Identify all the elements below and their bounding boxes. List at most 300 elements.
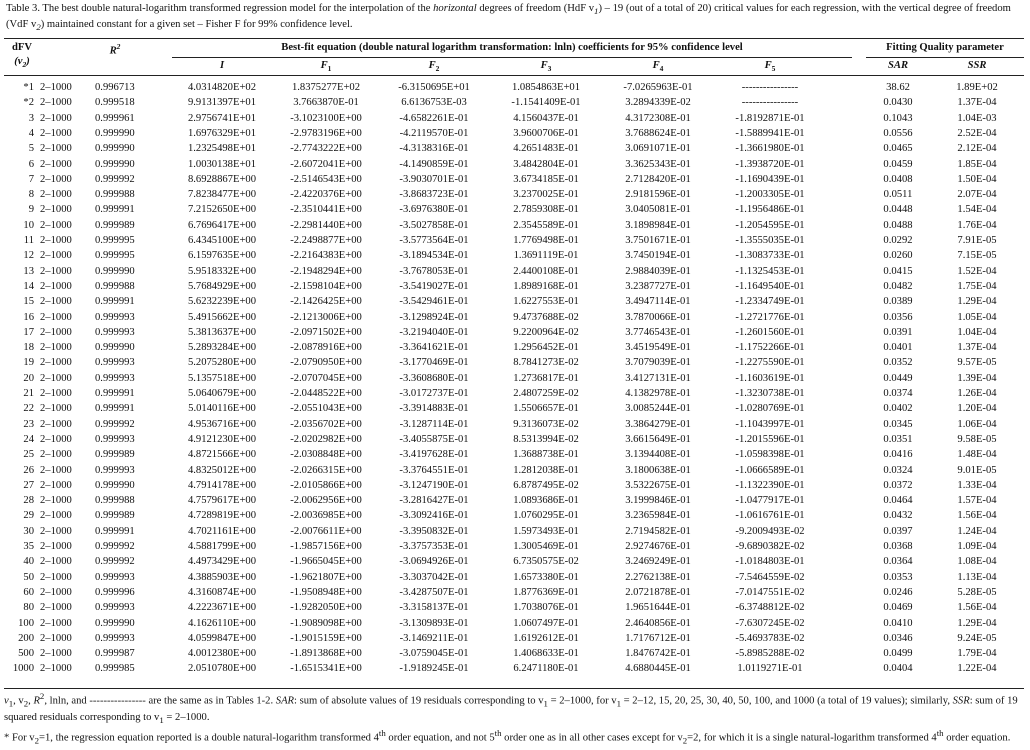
cell-f3: 1.6192612E-01 xyxy=(513,632,579,644)
cell-dfv: 100 xyxy=(18,617,34,629)
cell-range: 2–1000 xyxy=(40,296,72,308)
cell-range: 2–1000 xyxy=(40,464,72,476)
cell-sar: 0.0364 xyxy=(883,556,913,568)
cell-i: 4.9121230E+00 xyxy=(187,433,257,445)
table-row xyxy=(0,111,1030,127)
cell-f3: 2.3545589E-01 xyxy=(513,219,579,231)
cell-sar: 0.0389 xyxy=(883,296,913,308)
cell-dfv: 28 xyxy=(23,495,34,507)
cell-i: 2.0510780E+00 xyxy=(187,663,257,675)
cell-f1: -2.0202982E+00 xyxy=(290,433,362,445)
table-row xyxy=(0,126,1030,142)
cell-i: 5.0140116E+00 xyxy=(188,403,256,415)
cell-i: 5.7684929E+00 xyxy=(187,280,257,292)
cell-ssr: 7.91E-05 xyxy=(957,235,997,246)
table-row xyxy=(0,631,1030,647)
cell-f3: 8.5313994E-02 xyxy=(513,433,579,445)
cell-dfv: 200 xyxy=(18,632,34,644)
cell-f5: ---------------- xyxy=(741,97,799,109)
cell-ssr: 2.52E-04 xyxy=(957,127,997,139)
cell-range: 2–1000 xyxy=(40,112,72,124)
cell-f5: -1.2015596E-01 xyxy=(735,433,805,445)
cell-f1: -1.9508948E+00 xyxy=(290,586,362,598)
cell-f3: 1.8989168E-01 xyxy=(513,280,579,292)
cell-f4: 2.2762138E-01 xyxy=(625,571,691,583)
cell-range: 2–1000 xyxy=(40,189,72,201)
cell-f1: -2.0062956E+00 xyxy=(290,495,362,507)
cell-ssr: 1.20E-04 xyxy=(957,403,997,415)
header-dfv-sub: $(v_2)$ xyxy=(14,56,30,70)
cell-i: 4.5881799E+00 xyxy=(187,541,257,552)
cell-f1: -2.0266315E+00 xyxy=(290,464,362,476)
cell-f3: 1.3005469E-01 xyxy=(513,541,579,552)
cell-i: 4.3885903E+00 xyxy=(187,571,257,583)
cell-range: 2–1000 xyxy=(40,617,72,629)
header-col-I: I xyxy=(219,60,225,71)
cell-ssr: 9.58E-05 xyxy=(957,433,997,445)
cell-sar: 0.0246 xyxy=(883,586,913,598)
table-row xyxy=(0,340,1030,356)
cell-r2: 0.999992 xyxy=(95,173,135,185)
cell-f5: -9.6890382E-02 xyxy=(735,541,805,552)
cell-f2: -1.9189245E-01 xyxy=(399,663,469,675)
table-row xyxy=(0,248,1030,264)
cell-f3: 1.4068633E-01 xyxy=(513,648,579,660)
cell-f5: -1.3661980E-01 xyxy=(735,143,805,155)
cell-dfv: 23 xyxy=(23,418,34,430)
cell-dfv: 15 xyxy=(23,296,34,308)
cell-f2: -3.5429461E-01 xyxy=(399,296,469,308)
cell-f5: -1.1043997E-01 xyxy=(735,418,805,430)
cell-f2: -3.2816427E-01 xyxy=(399,495,469,507)
cell-ssr: 1.29E-04 xyxy=(957,617,997,629)
cell-i: 4.7914178E+00 xyxy=(187,479,257,491)
cell-dfv: 24 xyxy=(23,433,34,445)
cell-ssr: 1.26E-04 xyxy=(957,388,997,399)
cell-i: 2.9756741E+01 xyxy=(187,112,257,124)
cell-f4: 3.4947114E-01 xyxy=(625,296,691,308)
cell-dfv: 13 xyxy=(23,265,34,277)
cell-i: 4.0314820E+02 xyxy=(187,82,257,93)
cell-f5: -1.2721776E-01 xyxy=(735,311,805,323)
cell-range: 2–1000 xyxy=(40,204,72,216)
cell-dfv: 10 xyxy=(23,219,34,231)
cell-range: 2–1000 xyxy=(40,219,72,231)
cell-i: 5.0640679E+00 xyxy=(187,388,257,399)
table-footnotes xyxy=(4,690,1024,747)
cell-f4: 3.0691071E-01 xyxy=(625,143,691,155)
cell-sar: 0.0353 xyxy=(883,571,913,583)
cell-range: 2–1000 xyxy=(40,510,72,522)
cell-f1: -1.8913868E+00 xyxy=(290,648,362,660)
cell-f5: -1.1322390E-01 xyxy=(735,479,805,491)
cell-r2: 0.999961 xyxy=(95,112,135,124)
cell-ssr: 9.24E-05 xyxy=(957,632,997,644)
header-col-F3: $F_3$ xyxy=(540,60,552,74)
cell-f5: -6.3748812E-02 xyxy=(735,602,805,614)
cell-sar: 0.0499 xyxy=(883,648,913,660)
cell-f2: -4.6582261E-01 xyxy=(399,112,469,124)
cell-r2: 0.999990 xyxy=(95,479,135,491)
cell-r2: 0.999988 xyxy=(95,189,135,201)
table-row xyxy=(0,264,1030,280)
cell-range: 2–1000 xyxy=(40,586,72,598)
cell-range: 2–1000 xyxy=(40,479,72,491)
table-row xyxy=(0,80,1030,96)
cell-f3: 1.3691119E-01 xyxy=(513,250,579,262)
cell-dfv: 19 xyxy=(23,357,34,369)
cell-f4: 2.9274676E-01 xyxy=(625,541,691,552)
cell-f3: 1.2956452E-01 xyxy=(513,342,579,354)
cell-i: 5.1357518E+00 xyxy=(187,372,257,384)
cell-dfv: 20 xyxy=(23,372,34,384)
cell-ssr: 7.15E-05 xyxy=(957,250,997,262)
cell-f1: -2.2498877E+00 xyxy=(290,235,362,246)
table-row xyxy=(0,524,1030,540)
cell-range: 2–1000 xyxy=(40,97,72,109)
cell-f4: 3.6615649E-01 xyxy=(625,433,691,445)
cell-f5: -1.1325453E-01 xyxy=(735,265,805,277)
table-row xyxy=(0,539,1030,555)
cell-r2: 0.999992 xyxy=(95,418,135,430)
cell-sar: 0.0511 xyxy=(883,189,913,201)
cell-f4: 3.1800638E-01 xyxy=(625,464,691,476)
cell-f4: 3.2387727E-01 xyxy=(625,280,691,292)
cell-r2: 0.999985 xyxy=(95,663,135,675)
cell-range: 2–1000 xyxy=(40,82,72,93)
cell-f4: 3.7079039E-01 xyxy=(625,357,691,369)
table-caption: Table 3. The best double natural-logarithm transformed regression model for the interpolation of the horizontal degrees of freedom (HdF $v_1) - 19$ (out of a total of 20) critical values for each regression, with the vertical degree of freedom (VdF $v_2$) maintained constant for a given set – Fisher F for 99% confidence level. xyxy=(6,3,1011,33)
cell-f5: -1.0184803E-01 xyxy=(735,556,805,568)
cell-r2: 0.999989 xyxy=(95,510,135,522)
cell-range: 2–1000 xyxy=(40,556,72,568)
cell-f4: 2.9884039E-01 xyxy=(625,265,691,277)
cell-sar: 0.0482 xyxy=(883,280,913,292)
cell-range: 2–1000 xyxy=(40,235,72,246)
cell-range: 2–1000 xyxy=(40,127,72,139)
table-row xyxy=(0,554,1030,570)
cell-ssr: 1.13E-04 xyxy=(957,571,997,583)
cell-f1: -1.9857156E+00 xyxy=(290,541,362,552)
table-row xyxy=(0,401,1030,417)
cell-f2: -3.3608680E-01 xyxy=(399,372,469,384)
cell-sar: 0.0324 xyxy=(883,464,913,476)
cell-ssr: 1.39E-04 xyxy=(957,372,997,384)
cell-f1: -2.2981440E+00 xyxy=(290,219,362,231)
cell-r2: 0.999990 xyxy=(95,342,135,354)
cell-f3: 1.7769498E-01 xyxy=(513,235,579,246)
cell-f2: -3.3914883E-01 xyxy=(399,403,469,415)
cell-i: 5.2893284E+00 xyxy=(187,342,257,354)
cell-range: 2–1000 xyxy=(40,173,72,185)
cell-i: 5.2075280E+00 xyxy=(187,357,257,369)
cell-f1: 3.7663870E-01 xyxy=(293,97,359,109)
cell-f2: -3.3950832E-01 xyxy=(399,525,469,537)
cell-dfv: 1000 xyxy=(12,663,34,675)
cell-ssr: 1.29E-04 xyxy=(957,296,997,308)
cell-f5: -1.3555035E-01 xyxy=(735,235,805,246)
cell-f2: -3.1287114E-01 xyxy=(399,418,469,430)
cell-f2: -3.1469211E-01 xyxy=(399,632,469,644)
cell-f4: 3.7501671E-01 xyxy=(625,235,691,246)
cell-r2: 0.999990 xyxy=(95,143,135,155)
cell-f5: -7.6307245E-02 xyxy=(735,617,805,629)
cell-range: 2–1000 xyxy=(40,632,72,644)
cell-sar: 0.0469 xyxy=(883,602,913,614)
cell-i: 8.6928867E+00 xyxy=(187,173,257,185)
cell-f5: -1.2601560E-01 xyxy=(735,326,805,338)
cell-i: 1.0030138E+01 xyxy=(187,158,257,170)
cell-ssr: 1.54E-04 xyxy=(957,204,997,216)
cell-f5: -1.3938720E-01 xyxy=(735,158,805,170)
cell-f2: -3.0172737E-01 xyxy=(399,388,469,399)
cell-f3: 3.2370025E-01 xyxy=(513,189,579,201)
cell-dfv: 4 xyxy=(28,127,34,139)
cell-f2: -4.1490859E-01 xyxy=(399,158,469,170)
cell-i: 4.7579617E+00 xyxy=(187,495,257,507)
cell-i: 4.8325012E+00 xyxy=(187,464,257,476)
cell-i: 1.6976329E+01 xyxy=(187,127,257,139)
cell-f2: -3.2194040E-01 xyxy=(399,326,469,338)
cell-f4: 3.0085244E-01 xyxy=(625,403,691,415)
cell-f2: -3.3092416E-01 xyxy=(399,510,469,522)
cell-f3: 1.5506657E-01 xyxy=(513,403,579,415)
cell-f3: 6.7350575E-02 xyxy=(513,556,579,568)
cell-range: 2–1000 xyxy=(40,143,72,155)
cell-sar: 0.0416 xyxy=(883,449,913,461)
cell-r2: 0.999992 xyxy=(95,541,135,552)
cell-dfv: 22 xyxy=(23,403,34,415)
cell-r2: 0.999989 xyxy=(95,449,135,461)
cell-sar: 0.0401 xyxy=(883,342,913,354)
cell-f3: 1.6227553E-01 xyxy=(513,296,579,308)
cell-range: 2–1000 xyxy=(40,433,72,445)
cell-dfv: *2 xyxy=(23,97,34,109)
cell-f3: 6.8787495E-02 xyxy=(513,479,579,491)
cell-f1: -2.7743222E+00 xyxy=(290,143,362,155)
cell-dfv: 5 xyxy=(28,143,34,155)
cell-f4: 3.7450194E-01 xyxy=(625,250,691,262)
cell-f3: 9.2200964E-02 xyxy=(513,326,579,338)
cell-f1: -2.0551043E+00 xyxy=(290,403,362,415)
cell-f1: -1.9015159E+00 xyxy=(290,632,362,644)
cell-f3: 1.5973493E-01 xyxy=(513,525,579,537)
table-row xyxy=(0,310,1030,326)
cell-f3: 1.3688738E-01 xyxy=(513,449,579,461)
cell-i: 4.3160874E+00 xyxy=(187,586,257,598)
cell-f5: -1.0477917E-01 xyxy=(735,495,805,507)
cell-f5: -7.5464559E-02 xyxy=(735,571,805,583)
cell-f3: 2.4807259E-02 xyxy=(513,388,579,399)
cell-dfv: 26 xyxy=(23,464,34,476)
cell-f5: -1.2334749E-01 xyxy=(735,296,805,308)
cell-f5: -1.1752266E-01 xyxy=(735,342,805,354)
cell-f5: 1.0119271E-01 xyxy=(737,663,803,675)
cell-ssr: 1.56E-04 xyxy=(957,602,997,614)
cell-f1: -2.0036985E+00 xyxy=(290,510,362,522)
cell-ssr: 2.07E-04 xyxy=(957,189,997,201)
cell-sar: 0.0465 xyxy=(883,143,913,155)
cell-f4: 4.1382978E-01 xyxy=(625,388,691,399)
cell-dfv: 50 xyxy=(23,571,34,583)
cell-ssr: 1.22E-04 xyxy=(957,663,997,675)
cell-f2: -3.4287507E-01 xyxy=(399,586,469,598)
cell-f5: -1.0280769E-01 xyxy=(735,403,805,415)
cell-i: 5.3813637E+00 xyxy=(187,326,257,338)
cell-i: 1.2325498E+01 xyxy=(187,143,257,155)
cell-f2: -3.1309893E-01 xyxy=(399,617,469,629)
cell-f3: 1.0893686E-01 xyxy=(513,495,579,507)
cell-f2: -3.5419027E-01 xyxy=(399,280,469,292)
cell-ssr: 1.79E-04 xyxy=(957,648,997,660)
cell-r2: 0.999993 xyxy=(95,433,135,445)
cell-i: 9.9131397E+01 xyxy=(187,97,257,109)
cell-f1: -2.0356702E+00 xyxy=(290,418,362,430)
header-best-fit: Best-fit equation (double natural logarithm transformation: lnln) coefficients for 95% confidence level xyxy=(281,42,743,53)
cell-f5: -1.8192871E-01 xyxy=(735,112,805,124)
cell-ssr: 1.05E-04 xyxy=(957,311,997,323)
cell-dfv: 30 xyxy=(23,525,34,537)
cell-ssr: 9.57E-05 xyxy=(957,357,997,369)
cell-sar: 38.62 xyxy=(886,82,910,93)
cell-r2: 0.999988 xyxy=(95,280,135,292)
cell-r2: 0.996713 xyxy=(95,82,135,93)
cell-f2: -3.3757353E-01 xyxy=(399,541,469,552)
cell-sar: 0.0346 xyxy=(883,632,913,644)
cell-f1: -2.1213006E+00 xyxy=(290,311,362,323)
cell-range: 2–1000 xyxy=(40,357,72,369)
cell-f1: -2.1426425E+00 xyxy=(290,296,362,308)
cell-sar: 0.0448 xyxy=(883,204,913,216)
cell-f5: -1.3083733E-01 xyxy=(735,250,805,262)
cell-f1: -2.0790950E+00 xyxy=(290,357,362,369)
cell-dfv: 35 xyxy=(23,541,34,552)
cell-f5: -1.0598398E-01 xyxy=(735,449,805,461)
cell-range: 2–1000 xyxy=(40,541,72,552)
cell-dfv: 60 xyxy=(23,586,34,598)
cell-f4: 3.3625343E-01 xyxy=(625,158,691,170)
cell-r2: 0.999993 xyxy=(95,464,135,476)
cell-f2: -3.7678053E-01 xyxy=(399,265,469,277)
table-row xyxy=(0,432,1030,448)
cell-f5: ---------------- xyxy=(741,82,799,93)
cell-range: 2–1000 xyxy=(40,418,72,430)
cell-f4: 1.8476742E-01 xyxy=(625,648,691,660)
cell-f3: 1.2812038E-01 xyxy=(513,464,579,476)
cell-dfv: 11 xyxy=(23,235,34,246)
cell-f4: 3.2894339E-02 xyxy=(625,97,691,109)
cell-f4: 3.4519549E-01 xyxy=(625,342,691,354)
cell-f2: -3.1247190E-01 xyxy=(399,479,469,491)
cell-range: 2–1000 xyxy=(40,602,72,614)
table-row xyxy=(0,493,1030,509)
cell-f1: -2.4220376E+00 xyxy=(290,189,362,201)
cell-r2: 0.999991 xyxy=(95,296,135,308)
cell-f4: 4.3172308E-01 xyxy=(625,112,691,124)
cell-f2: -3.3037042E-01 xyxy=(399,571,469,583)
table-row xyxy=(0,508,1030,524)
cell-f5: -5.8985288E-02 xyxy=(735,648,805,660)
cell-dfv: 21 xyxy=(23,388,34,399)
cell-dfv: 7 xyxy=(28,173,34,185)
cell-f5: -1.3230738E-01 xyxy=(735,388,805,399)
cell-f2: -3.4055875E-01 xyxy=(399,433,469,445)
cell-r2: 0.999987 xyxy=(95,648,135,660)
cell-i: 4.4973429E+00 xyxy=(187,556,257,568)
cell-r2: 0.999990 xyxy=(95,158,135,170)
header-col-SSR: SSR xyxy=(967,60,987,71)
cell-r2: 0.999993 xyxy=(95,571,135,583)
cell-ssr: 1.06E-04 xyxy=(957,418,997,430)
cell-sar: 0.0391 xyxy=(883,326,913,338)
table-row xyxy=(0,371,1030,387)
cell-r2: 0.999993 xyxy=(95,311,135,323)
cell-ssr: 2.12E-04 xyxy=(957,143,997,155)
cell-sar: 0.0408 xyxy=(883,173,913,185)
cell-r2: 0.999991 xyxy=(95,388,135,399)
cell-ssr: 1.04E-04 xyxy=(957,326,997,338)
cell-i: 6.1597635E+00 xyxy=(187,250,257,262)
cell-f2: -3.5773564E-01 xyxy=(399,235,469,246)
cell-ssr: 1.85E-04 xyxy=(957,158,997,170)
cell-f3: 3.4842804E-01 xyxy=(513,158,579,170)
cell-f4: 3.2469249E-01 xyxy=(625,556,691,568)
cell-dfv: 9 xyxy=(28,204,34,216)
cell-dfv: *1 xyxy=(23,82,34,93)
cell-f4: 2.7128420E-01 xyxy=(625,173,691,185)
cell-f5: -9.2009493E-02 xyxy=(735,525,805,537)
cell-r2: 0.999995 xyxy=(95,235,135,246)
cell-range: 2–1000 xyxy=(40,280,72,292)
cell-ssr: 1.37E-04 xyxy=(957,97,997,109)
footnote-2: * For $v_2=1$, the regression equation reported is a double natural-logarithm transformed 4th order equation, and not 5th order one as in all other cases except for $v_2=2$, for which it is a single natural-logarithm transformed 4th order equation. xyxy=(4,727,1011,746)
cell-f3: -1.1541409E-01 xyxy=(511,97,581,109)
table-row xyxy=(0,600,1030,616)
cell-f4: 2.0721878E-01 xyxy=(625,586,691,598)
table-row xyxy=(0,478,1030,494)
cell-f2: -3.3641621E-01 xyxy=(399,342,469,354)
cell-f2: -3.0694926E-01 xyxy=(399,556,469,568)
cell-f3: 9.4737688E-02 xyxy=(513,311,579,323)
cell-f1: 1.8375277E+02 xyxy=(291,82,361,93)
cell-r2: 0.999993 xyxy=(95,326,135,338)
cell-f5: -1.0666589E-01 xyxy=(735,464,805,476)
table-row xyxy=(0,646,1030,662)
cell-f4: 3.0405081E-01 xyxy=(625,204,691,216)
cell-range: 2–1000 xyxy=(40,372,72,384)
cell-f3: 2.7859308E-01 xyxy=(513,204,579,216)
cell-i: 5.6232239E+00 xyxy=(187,296,257,308)
header-col-SAR: SAR xyxy=(887,60,909,71)
cell-f1: -2.0448522E+00 xyxy=(290,388,362,399)
cell-i: 5.4915662E+00 xyxy=(187,311,257,323)
cell-r2: 0.999991 xyxy=(95,204,135,216)
cell-f4: 3.7746543E-01 xyxy=(625,326,691,338)
cell-r2: 0.999989 xyxy=(95,219,135,231)
cell-f3: 2.4400108E-01 xyxy=(513,265,579,277)
cell-sar: 0.0415 xyxy=(883,265,913,277)
header-r2: $R^2$ xyxy=(109,42,121,57)
top-rule xyxy=(4,38,1024,39)
cell-f3: 6.2471180E-01 xyxy=(513,663,579,675)
cell-f3: 1.7038076E-01 xyxy=(513,602,579,614)
cell-f2: -6.3150695E+01 xyxy=(398,82,470,93)
cell-f4: 2.4640856E-01 xyxy=(625,617,691,629)
table-row xyxy=(0,616,1030,632)
header-bottom-rule xyxy=(4,75,1024,76)
cell-f5: -1.1649540E-01 xyxy=(735,280,805,292)
cell-i: 4.1626110E+00 xyxy=(188,617,256,629)
